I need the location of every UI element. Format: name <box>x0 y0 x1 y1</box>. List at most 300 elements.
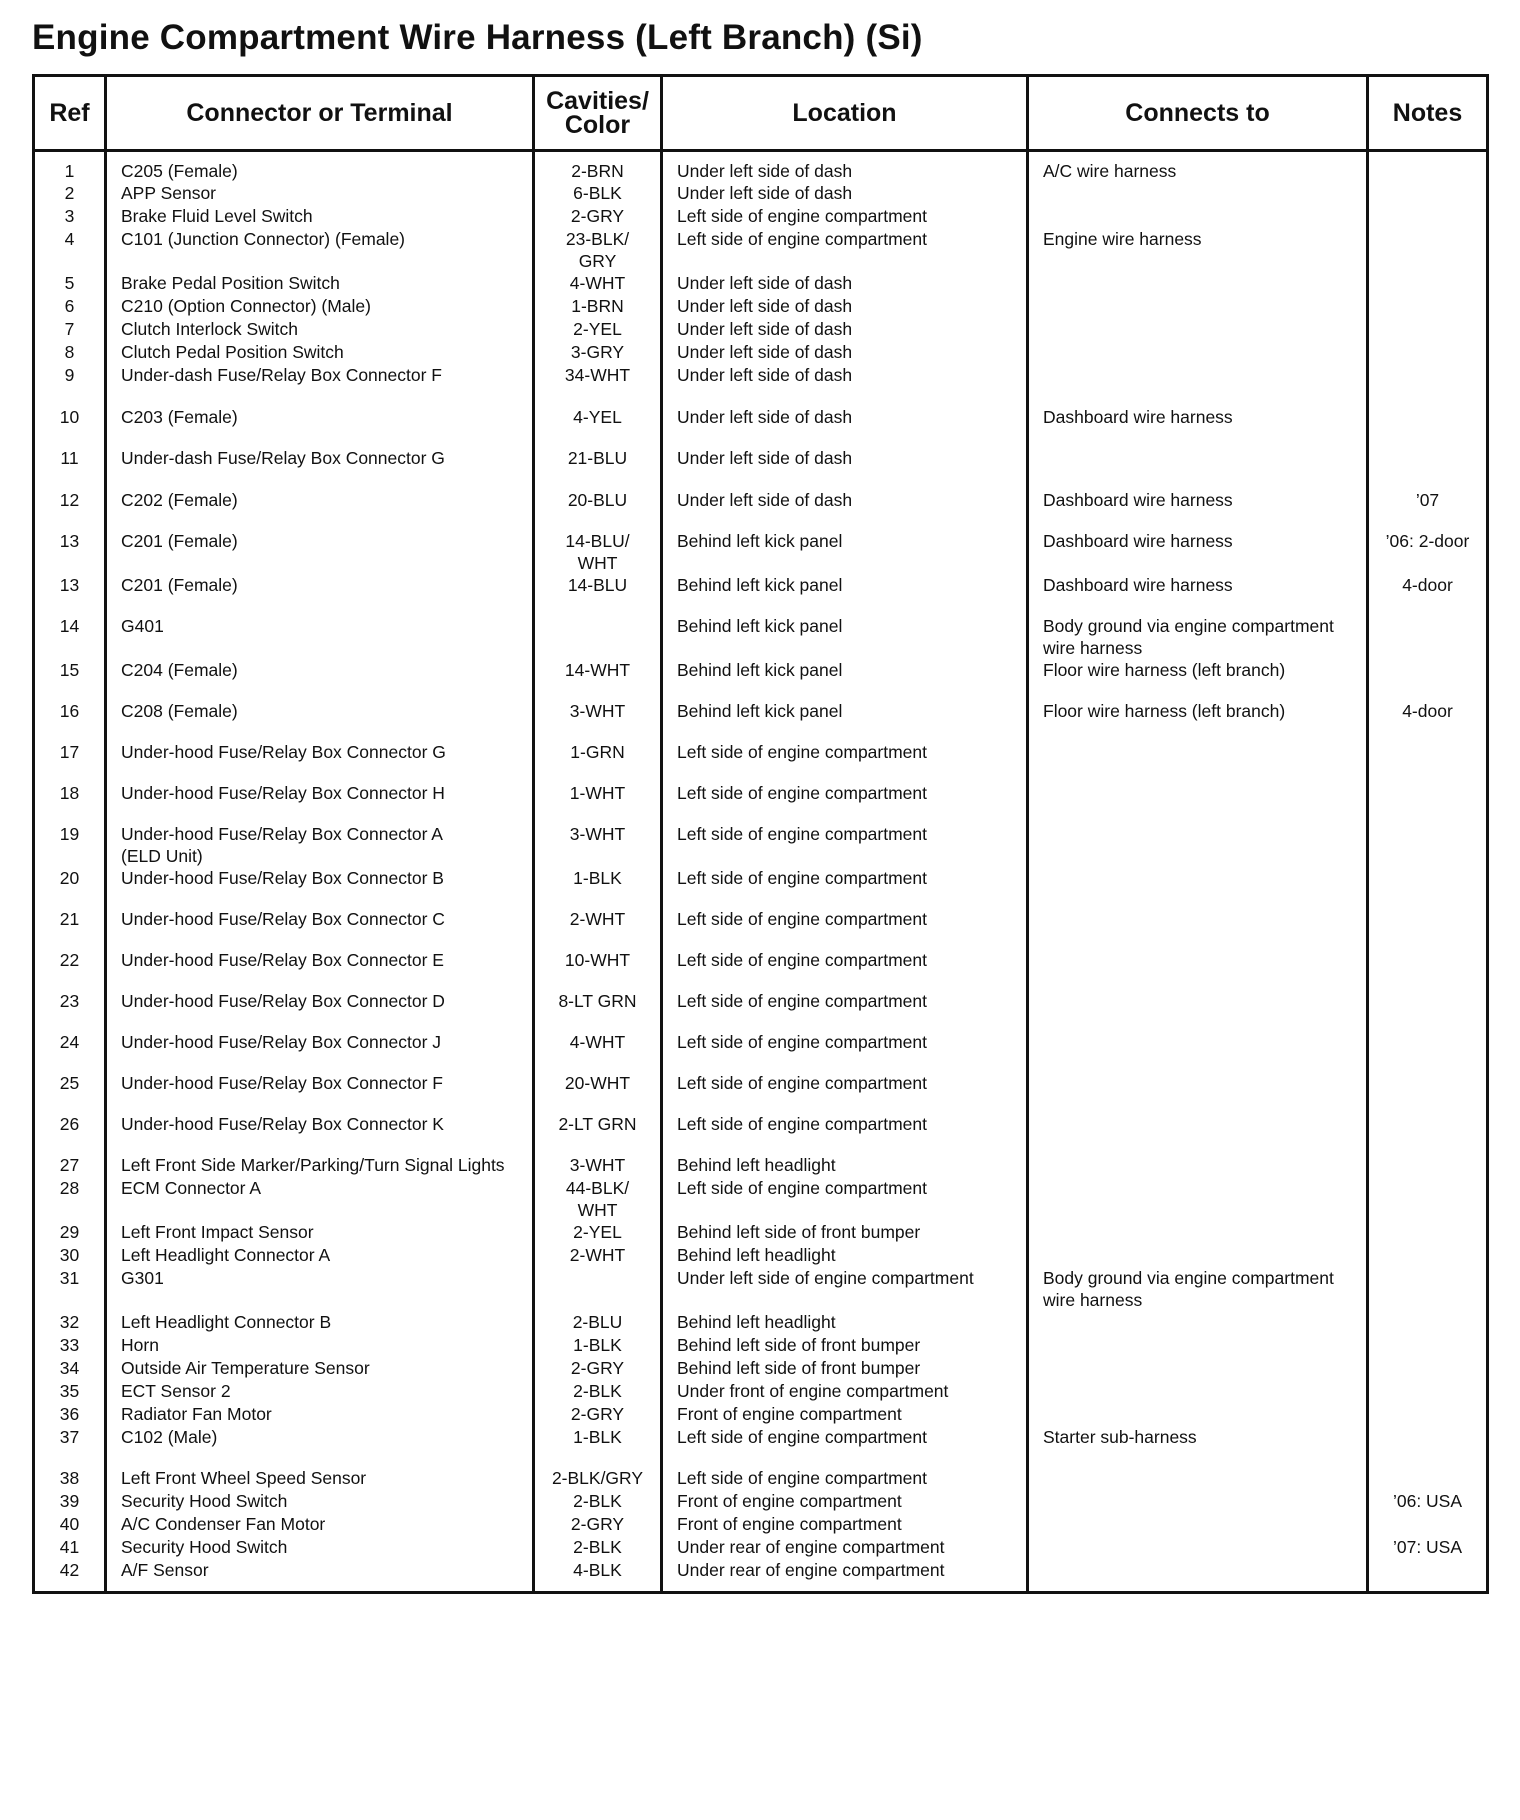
cell-connector: Left Front Side Marker/Parking/Turn Signal Lights <box>106 1154 534 1177</box>
cell-connects-to: Engine wire harness <box>1028 228 1368 272</box>
table-row <box>34 364 1488 406</box>
cell-connects-to <box>1028 741 1368 782</box>
table-row <box>34 1311 1488 1334</box>
table-row <box>34 1072 1488 1113</box>
cell-location: Under rear of engine compartment <box>662 1536 1028 1559</box>
cell-location: Behind left kick panel <box>662 615 1028 659</box>
cell-connector: A/F Sensor <box>106 1559 534 1593</box>
cell-connector: Clutch Pedal Position Switch <box>106 341 534 364</box>
cell-notes <box>1368 272 1488 295</box>
cell-location: Left side of engine compartment <box>662 823 1028 867</box>
table-row <box>34 867 1488 908</box>
cell-cavities: 10-WHT <box>534 949 662 990</box>
cell-connects-to <box>1028 1490 1368 1513</box>
cell-location: Behind left headlight <box>662 1244 1028 1267</box>
cell-cavities: 20-WHT <box>534 1072 662 1113</box>
cell-location: Under left side of dash <box>662 364 1028 406</box>
cell-location: Left side of engine compartment <box>662 949 1028 990</box>
cell-notes <box>1368 1031 1488 1072</box>
cell-location: Under left side of dash <box>662 447 1028 489</box>
header-cavities: Cavities/ Color <box>534 76 662 151</box>
cell-connector: Security Hood Switch <box>106 1490 534 1513</box>
cell-notes <box>1368 1113 1488 1154</box>
cell-connector: Under-hood Fuse/Relay Box Connector H <box>106 782 534 823</box>
cell-ref: 22 <box>34 949 106 990</box>
cell-notes <box>1368 318 1488 341</box>
cell-connector: Brake Pedal Position Switch <box>106 272 534 295</box>
cell-notes <box>1368 1403 1488 1426</box>
cell-connects-to <box>1028 1177 1368 1221</box>
cell-location: Under left side of dash <box>662 182 1028 205</box>
cell-connects-to <box>1028 1031 1368 1072</box>
cell-connector: C201 (Female) <box>106 530 534 574</box>
cell-ref: 42 <box>34 1559 106 1593</box>
cell-connects-to <box>1028 1311 1368 1334</box>
cell-cavities <box>534 1267 662 1311</box>
table-row <box>34 205 1488 228</box>
cell-notes <box>1368 1221 1488 1244</box>
table-row <box>34 823 1488 867</box>
cell-cavities: 2-YEL <box>534 318 662 341</box>
cell-ref: 40 <box>34 1513 106 1536</box>
cell-ref: 30 <box>34 1244 106 1267</box>
cell-connects-to <box>1028 318 1368 341</box>
cell-ref: 7 <box>34 318 106 341</box>
cell-connects-to <box>1028 908 1368 949</box>
cell-notes <box>1368 295 1488 318</box>
header-connects-to: Connects to <box>1028 76 1368 151</box>
table-row <box>34 1380 1488 1403</box>
cell-location: Left side of engine compartment <box>662 205 1028 228</box>
table-row <box>34 1177 1488 1221</box>
table-row <box>34 341 1488 364</box>
header-location: Location <box>662 76 1028 151</box>
cell-connector: APP Sensor <box>106 182 534 205</box>
cell-connector: Left Headlight Connector B <box>106 1311 534 1334</box>
table-row <box>34 1513 1488 1536</box>
page-title: Engine Compartment Wire Harness (Left Branch) (Si) <box>32 18 923 57</box>
cell-notes <box>1368 1334 1488 1357</box>
cell-ref: 13 <box>34 530 106 574</box>
cell-notes <box>1368 182 1488 205</box>
cell-ref: 36 <box>34 1403 106 1426</box>
cell-connects-to <box>1028 1244 1368 1267</box>
cell-location: Behind left kick panel <box>662 530 1028 574</box>
cell-location: Behind left side of front bumper <box>662 1357 1028 1380</box>
cell-notes <box>1368 990 1488 1031</box>
table-row <box>34 949 1488 990</box>
table-row <box>34 318 1488 341</box>
cell-cavities: 14-BLU/ WHT <box>534 530 662 574</box>
table-row <box>34 447 1488 489</box>
cell-cavities: 2-LT GRN <box>534 1113 662 1154</box>
cell-connector: Security Hood Switch <box>106 1536 534 1559</box>
cell-connector: Left Front Wheel Speed Sensor <box>106 1467 534 1490</box>
table-row <box>34 574 1488 615</box>
cell-connects-to <box>1028 1334 1368 1357</box>
cell-ref: 38 <box>34 1467 106 1490</box>
cell-location: Left side of engine compartment <box>662 990 1028 1031</box>
cell-connector: Under-dash Fuse/Relay Box Connector G <box>106 447 534 489</box>
cell-notes: ’06: USA <box>1392 1491 1463 1511</box>
cell-cavities: 1-WHT <box>534 782 662 823</box>
table-row <box>34 295 1488 318</box>
table-row <box>34 1031 1488 1072</box>
cell-ref: 24 <box>34 1031 106 1072</box>
cell-notes <box>1368 205 1488 228</box>
cell-notes <box>1368 741 1488 782</box>
cell-cavities: 2-BLK <box>534 1380 662 1403</box>
cell-notes <box>1368 1380 1488 1403</box>
cell-ref: 34 <box>34 1357 106 1380</box>
table-row <box>34 741 1488 782</box>
cell-connector: Left Front Impact Sensor <box>106 1221 534 1244</box>
table-row <box>34 615 1488 659</box>
cell-connects-to <box>1028 1072 1368 1113</box>
cell-connects-to: Body ground via engine compartment wire harness <box>1028 1267 1368 1311</box>
table-row <box>34 272 1488 295</box>
cell-notes <box>1368 823 1488 867</box>
table-row <box>34 1490 1488 1513</box>
cell-location: Left side of engine compartment <box>662 782 1028 823</box>
cell-location: Behind left headlight <box>662 1154 1028 1177</box>
harness-table <box>32 74 1489 1594</box>
cell-ref: 8 <box>34 341 106 364</box>
cell-location: Under left side of dash <box>662 318 1028 341</box>
table-row <box>34 908 1488 949</box>
table-row <box>34 182 1488 205</box>
cell-cavities: 2-BRN <box>534 151 662 183</box>
cell-connects-to <box>1028 1467 1368 1490</box>
cell-notes: 4-door <box>1402 701 1453 721</box>
cell-location: Behind left side of front bumper <box>662 1221 1028 1244</box>
cell-location: Under left side of dash <box>662 406 1028 447</box>
cell-connects-to: Dashboard wire harness <box>1028 574 1368 615</box>
cell-notes <box>1368 1357 1488 1380</box>
cell-location: Under left side of dash <box>662 489 1028 530</box>
cell-connector: C101 (Junction Connector) (Female) <box>106 228 534 272</box>
cell-location: Left side of engine compartment <box>662 1177 1028 1221</box>
cell-connector: C204 (Female) <box>106 659 534 700</box>
cell-cavities: 20-BLU <box>534 489 662 530</box>
cell-cavities: 2-GRY <box>534 1357 662 1380</box>
cell-ref: 37 <box>34 1426 106 1467</box>
cell-notes <box>1368 151 1488 183</box>
cell-cavities: 21-BLU <box>534 447 662 489</box>
cell-notes <box>1368 406 1488 447</box>
cell-cavities: 3-WHT <box>534 1154 662 1177</box>
cell-cavities: 1-BRN <box>534 295 662 318</box>
cell-ref: 5 <box>34 272 106 295</box>
header-row <box>34 76 1488 151</box>
cell-connector: Radiator Fan Motor <box>106 1403 534 1426</box>
cell-cavities: 1-GRN <box>534 741 662 782</box>
cell-connector: Under-hood Fuse/Relay Box Connector G <box>106 741 534 782</box>
cell-ref: 39 <box>34 1490 106 1513</box>
cell-connects-to <box>1028 1357 1368 1380</box>
cell-cavities: 34-WHT <box>534 364 662 406</box>
cell-notes <box>1368 364 1488 406</box>
cell-connector: Under-dash Fuse/Relay Box Connector F <box>106 364 534 406</box>
cell-ref: 25 <box>34 1072 106 1113</box>
cell-cavities: 2-BLK <box>534 1490 662 1513</box>
cell-location: Behind left kick panel <box>662 659 1028 700</box>
cell-connector: C201 (Female) <box>106 574 534 615</box>
cell-cavities: 2-BLK/GRY <box>534 1467 662 1490</box>
cell-connects-to <box>1028 782 1368 823</box>
cell-ref: 27 <box>34 1154 106 1177</box>
cell-connector: C203 (Female) <box>106 406 534 447</box>
cell-ref: 23 <box>34 990 106 1031</box>
cell-notes <box>1368 1244 1488 1267</box>
table-row <box>34 1467 1488 1490</box>
cell-ref: 20 <box>34 867 106 908</box>
cell-connects-to <box>1028 205 1368 228</box>
cell-connector: C202 (Female) <box>106 489 534 530</box>
cell-ref: 19 <box>34 823 106 867</box>
cell-cavities: 23-BLK/ GRY <box>534 228 662 272</box>
cell-connects-to <box>1028 1221 1368 1244</box>
cell-location: Left side of engine compartment <box>662 867 1028 908</box>
table-row <box>34 700 1488 741</box>
cell-connects-to: Dashboard wire harness <box>1028 406 1368 447</box>
cell-ref: 41 <box>34 1536 106 1559</box>
cell-ref: 26 <box>34 1113 106 1154</box>
cell-connects-to <box>1028 272 1368 295</box>
cell-connects-to <box>1028 295 1368 318</box>
cell-cavities: 8-LT GRN <box>534 990 662 1031</box>
cell-connector: Under-hood Fuse/Relay Box Connector K <box>106 1113 534 1154</box>
cell-connector: Clutch Interlock Switch <box>106 318 534 341</box>
header-notes: Notes <box>1368 76 1488 151</box>
cell-cavities: 1-BLK <box>534 1426 662 1467</box>
table-row <box>34 151 1488 183</box>
table-row <box>34 990 1488 1031</box>
cell-ref: 13 <box>34 574 106 615</box>
cell-connects-to <box>1028 867 1368 908</box>
cell-connector: Under-hood Fuse/Relay Box Connector J <box>106 1031 534 1072</box>
cell-connects-to <box>1028 1536 1368 1559</box>
cell-connects-to <box>1028 1559 1368 1593</box>
cell-ref: 28 <box>34 1177 106 1221</box>
cell-ref: 17 <box>34 741 106 782</box>
table-row <box>34 1221 1488 1244</box>
cell-ref: 1 <box>34 151 106 183</box>
cell-connects-to: Floor wire harness (left branch) <box>1028 700 1368 741</box>
cell-connects-to <box>1028 182 1368 205</box>
cell-location: Left side of engine compartment <box>662 1426 1028 1467</box>
cell-location: Under left side of dash <box>662 295 1028 318</box>
cell-location: Left side of engine compartment <box>662 1467 1028 1490</box>
cell-cavities: 2-BLU <box>534 1311 662 1334</box>
cell-ref: 3 <box>34 205 106 228</box>
cell-connector: Outside Air Temperature Sensor <box>106 1357 534 1380</box>
cell-cavities: 44-BLK/ WHT <box>534 1177 662 1221</box>
cell-notes <box>1368 1467 1488 1490</box>
table-row <box>34 1426 1488 1467</box>
cell-ref: 12 <box>34 489 106 530</box>
cell-connects-to <box>1028 1380 1368 1403</box>
cell-ref: 11 <box>34 447 106 489</box>
cell-location: Behind left headlight <box>662 1311 1028 1334</box>
cell-ref: 9 <box>34 364 106 406</box>
table-row <box>34 1559 1488 1593</box>
cell-cavities: 3-WHT <box>534 823 662 867</box>
cell-cavities: 4-WHT <box>534 272 662 295</box>
cell-ref: 4 <box>34 228 106 272</box>
cell-notes <box>1368 1559 1488 1593</box>
cell-connects-to: Floor wire harness (left branch) <box>1028 659 1368 700</box>
cell-notes <box>1368 1177 1488 1221</box>
cell-ref: 21 <box>34 908 106 949</box>
cell-cavities: 2-BLK <box>534 1536 662 1559</box>
cell-notes: 4-door <box>1402 575 1453 595</box>
cell-location: Left side of engine compartment <box>662 1113 1028 1154</box>
cell-location: Under left side of engine compartment <box>662 1267 1028 1311</box>
cell-location: Left side of engine compartment <box>662 741 1028 782</box>
cell-cavities: 1-BLK <box>534 1334 662 1357</box>
cell-notes <box>1368 228 1488 272</box>
cell-location: Under left side of dash <box>662 272 1028 295</box>
cell-cavities: 2-YEL <box>534 1221 662 1244</box>
cell-ref: 2 <box>34 182 106 205</box>
table-row <box>34 1357 1488 1380</box>
cell-connects-to <box>1028 1154 1368 1177</box>
cell-notes <box>1368 615 1488 659</box>
cell-notes <box>1368 341 1488 364</box>
cell-connects-to <box>1028 1513 1368 1536</box>
table-row <box>34 1536 1488 1559</box>
cell-connector: Horn <box>106 1334 534 1357</box>
cell-connects-to: A/C wire harness <box>1028 151 1368 183</box>
cell-connects-to <box>1028 823 1368 867</box>
cell-ref: 31 <box>34 1267 106 1311</box>
cell-ref: 10 <box>34 406 106 447</box>
cell-connector: Under-hood Fuse/Relay Box Connector E <box>106 949 534 990</box>
cell-ref: 35 <box>34 1380 106 1403</box>
cell-location: Behind left kick panel <box>662 574 1028 615</box>
cell-ref: 14 <box>34 615 106 659</box>
cell-connector: C205 (Female) <box>106 151 534 183</box>
table-row <box>34 406 1488 447</box>
table-row <box>34 1267 1488 1311</box>
cell-notes <box>1368 1072 1488 1113</box>
header-ref: Ref <box>34 76 106 151</box>
cell-connects-to <box>1028 990 1368 1031</box>
cell-location: Left side of engine compartment <box>662 1072 1028 1113</box>
table-body <box>34 151 1488 1593</box>
cell-cavities: 4-YEL <box>534 406 662 447</box>
cell-connects-to: Dashboard wire harness <box>1028 530 1368 574</box>
cell-cavities: 1-BLK <box>534 867 662 908</box>
cell-connects-to: Starter sub-harness <box>1028 1426 1368 1467</box>
cell-notes: ’07: USA <box>1392 1537 1463 1557</box>
cell-cavities: 14-BLU <box>534 574 662 615</box>
cell-notes: ’07 <box>1415 490 1440 510</box>
cell-cavities: 3-WHT <box>534 700 662 741</box>
cell-notes <box>1368 447 1488 489</box>
table-row <box>34 228 1488 272</box>
cell-ref: 18 <box>34 782 106 823</box>
cell-notes <box>1368 782 1488 823</box>
cell-connector: G301 <box>106 1267 534 1311</box>
header-connector: Connector or Terminal <box>106 76 534 151</box>
cell-connects-to: Body ground via engine compartment wire harness <box>1028 615 1368 659</box>
cell-notes <box>1368 1311 1488 1334</box>
table-row <box>34 1113 1488 1154</box>
cell-connects-to <box>1028 364 1368 406</box>
cell-connects-to <box>1028 949 1368 990</box>
cell-notes <box>1368 1513 1488 1536</box>
cell-notes <box>1368 659 1488 700</box>
cell-location: Behind left kick panel <box>662 700 1028 741</box>
cell-notes <box>1368 908 1488 949</box>
cell-location: Left side of engine compartment <box>662 1031 1028 1072</box>
cell-location: Left side of engine compartment <box>662 228 1028 272</box>
cell-location: Front of engine compartment <box>662 1490 1028 1513</box>
cell-notes <box>1368 1426 1488 1467</box>
cell-ref: 33 <box>34 1334 106 1357</box>
cell-cavities: 6-BLK <box>534 182 662 205</box>
cell-ref: 6 <box>34 295 106 318</box>
cell-location: Under rear of engine compartment <box>662 1559 1028 1593</box>
cell-cavities: 4-WHT <box>534 1031 662 1072</box>
table-row <box>34 659 1488 700</box>
cell-connector: Under-hood Fuse/Relay Box Connector F <box>106 1072 534 1113</box>
table-row <box>34 1334 1488 1357</box>
cell-ref: 29 <box>34 1221 106 1244</box>
cell-cavities <box>534 615 662 659</box>
cell-connects-to <box>1028 1403 1368 1426</box>
table-row <box>34 782 1488 823</box>
cell-cavities: 14-WHT <box>534 659 662 700</box>
table-row <box>34 489 1488 530</box>
cell-location: Under left side of dash <box>662 151 1028 183</box>
cell-cavities: 3-GRY <box>534 341 662 364</box>
cell-connector: A/C Condenser Fan Motor <box>106 1513 534 1536</box>
cell-connector: ECT Sensor 2 <box>106 1380 534 1403</box>
cell-notes <box>1368 1267 1488 1311</box>
table-row <box>34 1244 1488 1267</box>
cell-cavities: 2-GRY <box>534 205 662 228</box>
cell-connector: Under-hood Fuse/Relay Box Connector C <box>106 908 534 949</box>
cell-notes <box>1368 867 1488 908</box>
cell-cavities: 4-BLK <box>534 1559 662 1593</box>
cell-connector: ECM Connector A <box>106 1177 534 1221</box>
cell-connector: Left Headlight Connector A <box>106 1244 534 1267</box>
cell-cavities: 2-GRY <box>534 1513 662 1536</box>
table-row <box>34 1154 1488 1177</box>
cell-cavities: 2-GRY <box>534 1403 662 1426</box>
cell-connects-to: Dashboard wire harness <box>1028 489 1368 530</box>
cell-cavities: 2-WHT <box>534 1244 662 1267</box>
cell-notes <box>1368 949 1488 990</box>
cell-ref: 32 <box>34 1311 106 1334</box>
cell-connector: G401 <box>106 615 534 659</box>
cell-location: Left side of engine compartment <box>662 908 1028 949</box>
cell-connects-to <box>1028 341 1368 364</box>
cell-location: Front of engine compartment <box>662 1403 1028 1426</box>
cell-connector: Under-hood Fuse/Relay Box Connector B <box>106 867 534 908</box>
cell-ref: 15 <box>34 659 106 700</box>
cell-location: Under front of engine compartment <box>662 1380 1028 1403</box>
cell-connector: C210 (Option Connector) (Male) <box>106 295 534 318</box>
cell-notes: ’06: 2-door <box>1385 531 1470 551</box>
cell-location: Under left side of dash <box>662 341 1028 364</box>
table-row <box>34 1403 1488 1426</box>
cell-connector: C102 (Male) <box>106 1426 534 1467</box>
cell-connects-to <box>1028 447 1368 489</box>
